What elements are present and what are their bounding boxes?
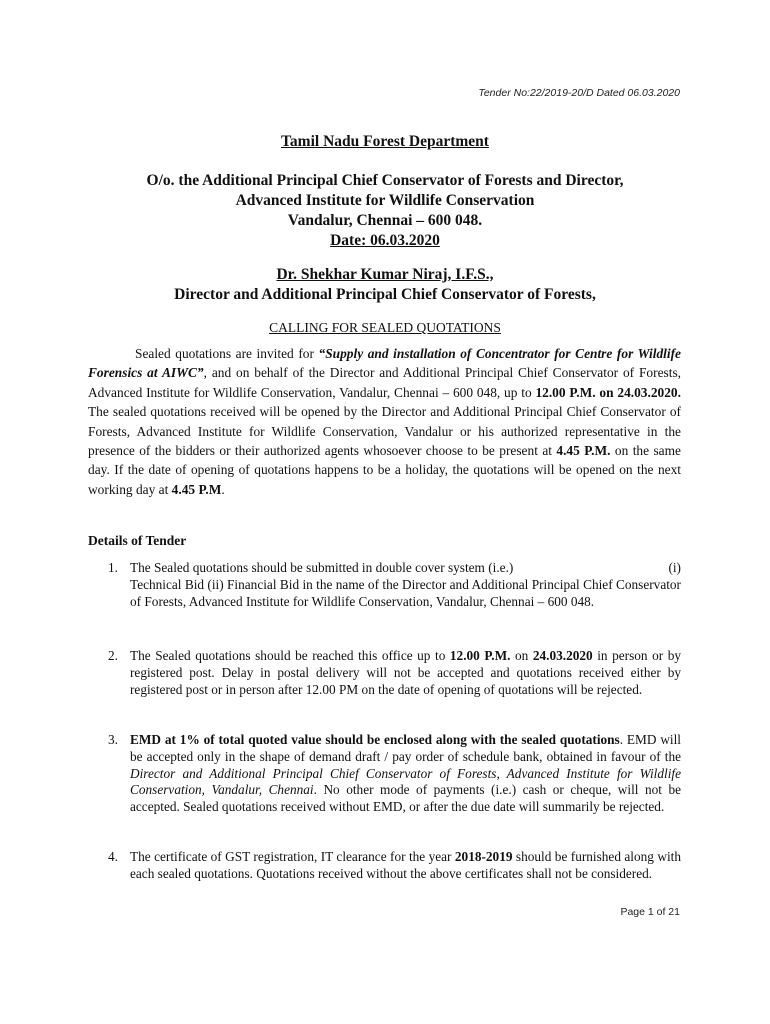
office-address — [88, 171, 682, 251]
item-number: 2. — [108, 648, 118, 663]
item-2-text-a: The Sealed quotations should be reached this office up to — [130, 648, 450, 663]
item-number: 3. — [108, 732, 118, 747]
document-date: Date: 06.03.2020 — [330, 232, 440, 249]
list-item — [88, 732, 681, 816]
tender-reference: Tender No:22/2019-20/D Dated 06.03.2020 — [478, 87, 680, 99]
calling-heading: CALLING FOR SEALED QUOTATIONS — [269, 320, 501, 335]
page-number: Page 1 of 21 — [620, 906, 680, 918]
item-2-text — [130, 648, 681, 698]
list-item — [88, 648, 681, 698]
item-3-emd: EMD at 1% of total quoted value should be enclosed along with the sealed quotations — [130, 732, 620, 747]
item-3-text — [130, 732, 681, 816]
director-designation: Director and Additional Principal Chief Conservator of Forests, — [174, 286, 596, 303]
item-3-text-a: . EMD will be accepted only in the shape of demand draft / pay order of schedule bank, obtained in favour of the — [130, 732, 682, 764]
office-line-2: Advanced Institute for Wildlife Conservation — [235, 192, 535, 209]
item-1-text: Technical Bid (ii) Financial Bid in the name of the Director and Additional Principal Chief Conservator of Forests, Advanced Institute for Wildlife Conservation, Vandalur, Chennai – 600 048. — [130, 576, 681, 609]
director-name: Dr. Shekhar Kumar Niraj, I.F.S., — [276, 266, 494, 283]
item-4-year: 2018-2019 — [454, 849, 513, 864]
intro-paragraph — [88, 344, 681, 499]
intro-text-5: . — [221, 481, 225, 497]
item-3-payee: Director and Additional Principal Chief Conservator of Forests, Advanced Institute for Wildlife Conservation, Vandalur, Chennai — [130, 765, 681, 798]
office-line-1: O/o. the Additional Principal Chief Conservator of Forests and Director, — [146, 172, 624, 189]
tender-subject: “Supply and installation of Concentrator for Centre for Wildlife Forensics at AIWC” — [88, 346, 682, 381]
submission-deadline: 12.00 P.M. on 24.03.2020. — [535, 384, 681, 400]
intro-text-3: The sealed quotations received will be opened by the Director and Additional Principal Chief Conservator of Forests, Advanced Institute for Wildlife Conservation, Vandalur or his authorized representative in the presence of the bidders or their authorized agents whosoever choose to be present at — [88, 404, 681, 459]
item-number: 4. — [108, 849, 118, 864]
intro-text-2: , and on behalf of the Director and Additional Principal Chief Conservator of Forests, Advanced Institute for Wildlife Conservation, Vandalur, Chennai – 600 048, up to — [88, 365, 681, 400]
details-heading: Details of Tender — [88, 533, 187, 548]
list-item — [88, 560, 681, 610]
item-2-date: 24.03.2020 — [532, 648, 593, 663]
item-number: 1. — [108, 560, 118, 575]
item-3-text-b: . No other mode of payments (i.e.) cash or cheque, will not be accepted. Sealed quotations received without EMD, or after the due date will summarily be rejected. — [130, 782, 682, 815]
item-2-time: 12.00 P.M. — [449, 648, 511, 663]
item-1-first-line: The Sealed quotations should be submitted in double cover system (i.e.) — [130, 560, 514, 575]
department-title: Tamil Nadu Forest Department — [281, 133, 489, 150]
item-2-text-c: in person or by registered post. Delay in postal delivery will not be accepted and quotations received either by registered post or in person after 12.00 PM on the date of opening of quotations will be rejected. — [130, 648, 682, 697]
item-4-text-a: The certificate of GST registration, IT clearance for the year — [130, 849, 455, 864]
list-item — [88, 849, 681, 883]
intro-text-4: on the same day. If the date of opening of quotations happens to be a holiday, the quotations will be opened on the next working day at — [88, 443, 681, 497]
item-2-text-b: on — [510, 648, 533, 663]
opening-time-holiday: 4.45 P.M — [171, 481, 222, 497]
item-1-first-line-end: (i) — [668, 560, 681, 575]
item-4-text — [130, 849, 681, 883]
opening-time: 4.45 P.M. — [556, 443, 611, 459]
intro-text-1: Sealed quotations are invited for — [135, 346, 319, 361]
item-4-text-b: should be furnished along with each sealed quotations. Quotations received without the above certificates shall not be considered. — [130, 849, 681, 881]
office-line-3: Vandalur, Chennai – 600 048. — [287, 212, 483, 229]
director-block — [88, 265, 682, 305]
